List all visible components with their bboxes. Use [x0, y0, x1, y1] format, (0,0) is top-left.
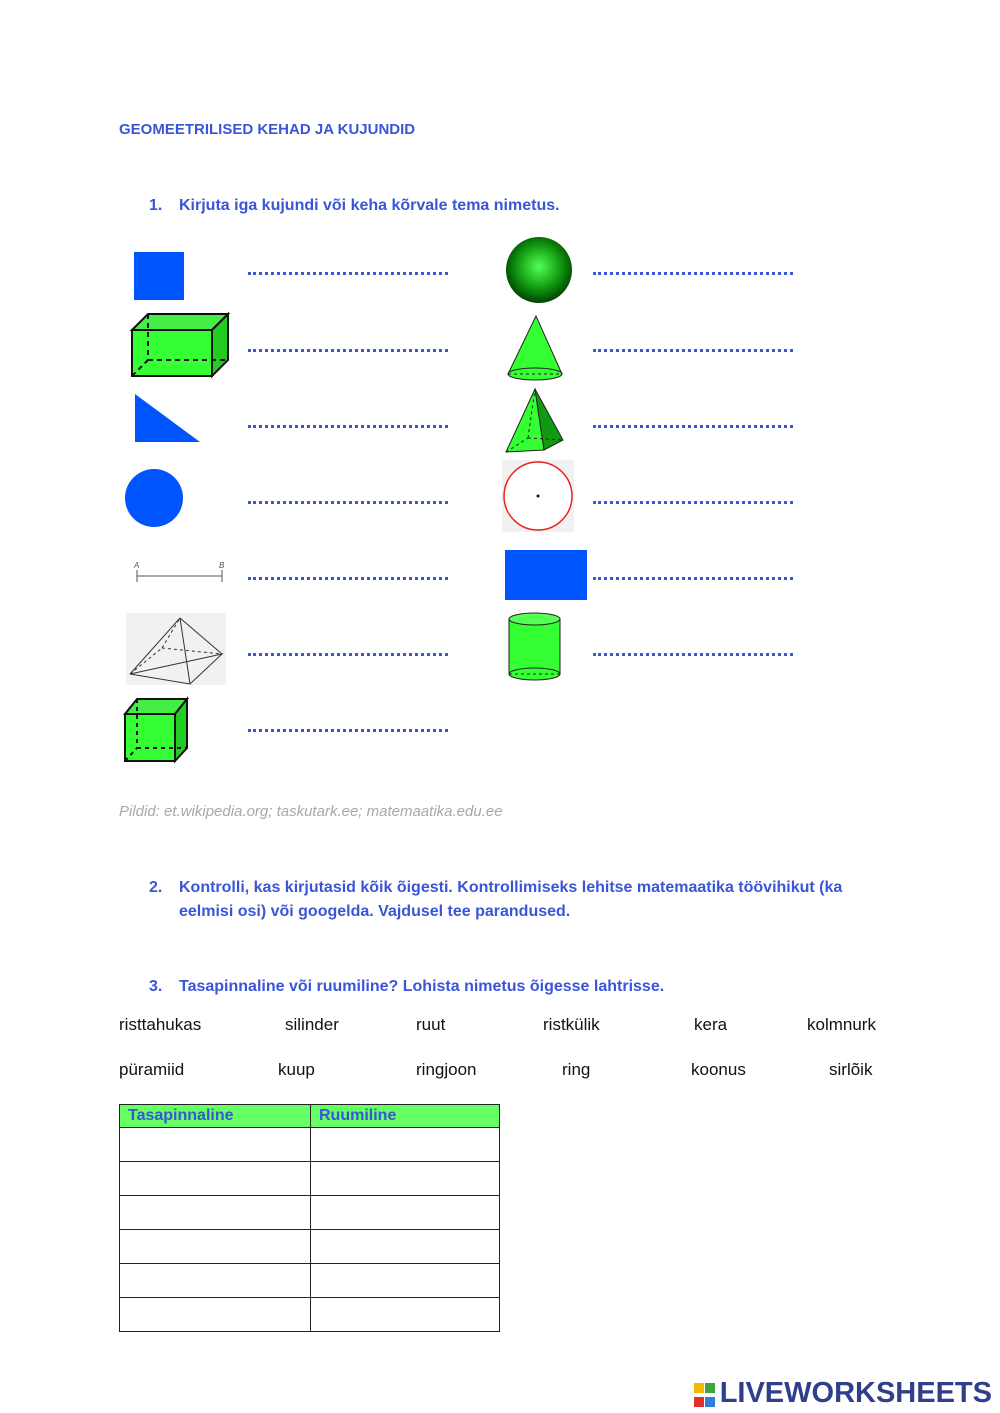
answer-line-11[interactable] [593, 501, 793, 504]
task-1 [149, 194, 849, 218]
column-header-tasapinnaline: Tasapinnaline [120, 1105, 311, 1128]
table-row [120, 1264, 500, 1298]
answer-line-9[interactable] [593, 349, 793, 352]
drag-word-kuup[interactable]: kuup [278, 1060, 315, 1079]
task-3-number: 3. [149, 978, 163, 995]
cylinder-shape [509, 613, 560, 680]
drop-cell[interactable] [120, 1196, 311, 1230]
segment-label-b: B [219, 561, 225, 570]
right-shapes [498, 234, 598, 689]
cube-shape [125, 699, 187, 761]
drop-cell[interactable] [311, 1162, 500, 1196]
drop-cell[interactable] [311, 1298, 500, 1332]
drag-word-ring[interactable]: ring [562, 1060, 591, 1079]
table-row [120, 1196, 500, 1230]
drop-cell[interactable] [311, 1196, 500, 1230]
column-header-ruumiline: Ruumiline [311, 1105, 500, 1128]
left-shapes [120, 244, 230, 769]
answer-line-8[interactable] [593, 272, 793, 275]
answer-table [119, 1104, 500, 1332]
table-row [120, 1162, 500, 1196]
drag-word-kera[interactable]: kera [694, 1015, 728, 1034]
drag-word-ringjoon[interactable]: ringjoon [416, 1060, 477, 1079]
drag-word-kolmnurk[interactable]: kolmnurk [807, 1015, 876, 1034]
cone-shape [508, 316, 562, 380]
drag-word-ristkulik[interactable]: ristkülik [543, 1015, 600, 1034]
drop-cell[interactable] [120, 1162, 311, 1196]
answer-line-7[interactable] [248, 729, 448, 732]
task-3-text: Tasapinnaline või ruumiline? Lohista nimetus õigesse lahtrisse. [179, 978, 665, 995]
answer-line-13[interactable] [593, 653, 793, 656]
image-credit: Pildid: et.wikipedia.org; taskutark.ee; matemaatika.edu.ee [119, 803, 503, 820]
answer-line-12[interactable] [593, 577, 793, 580]
answer-line-6[interactable] [248, 653, 448, 656]
circle-shape [125, 469, 183, 527]
cuboid-shape [132, 314, 228, 376]
answer-line-10[interactable] [593, 425, 793, 428]
sphere-shape [506, 237, 572, 303]
task-3 [149, 975, 849, 999]
table-row [120, 1230, 500, 1264]
task-2 [149, 876, 909, 926]
table-row [120, 1128, 500, 1162]
task-1-number: 1. [149, 197, 163, 214]
answer-line-3[interactable] [248, 425, 448, 428]
task-2-number: 2. [149, 879, 163, 896]
drag-word-risttahukas[interactable]: risttahukas [119, 1015, 202, 1034]
answer-line-1[interactable] [248, 272, 448, 275]
circle-outline-shape [502, 460, 574, 532]
task-2-text-line1: Kontrolli, kas kirjutasid kõik õigesti. Kontrollimiseks lehitse matemaatika töövihikut (ka [179, 879, 843, 896]
right-triangle-shape [135, 394, 200, 442]
pyramid-shape [506, 389, 563, 452]
answer-line-4[interactable] [248, 501, 448, 504]
page-title: GEOMEETRILISED KEHAD JA KUJUNDID [119, 121, 416, 138]
table-row [120, 1298, 500, 1332]
square-shape [134, 252, 184, 300]
drop-cell[interactable] [120, 1230, 311, 1264]
drop-cell[interactable] [311, 1230, 500, 1264]
wireframe-pyramid-shape [126, 613, 226, 685]
rectangle-shape [505, 550, 587, 600]
line-segment-shape [137, 570, 222, 582]
logo-text: LIVEWORKSHEETS [719, 1377, 992, 1409]
task-1-text: Kirjuta iga kujundi või keha kõrvale tema nimetus. [179, 197, 560, 214]
liveworksheets-logo [694, 1377, 992, 1410]
task-2-text-line2: eelmisi osi) või googelda. Vajdusel tee parandused. [179, 903, 571, 920]
drop-cell[interactable] [311, 1128, 500, 1162]
drag-word-sirloik[interactable]: sirlõik [829, 1060, 873, 1079]
drag-word-ruut[interactable]: ruut [416, 1015, 446, 1034]
logo-badge-icon [694, 1380, 718, 1408]
answer-line-5[interactable] [248, 577, 448, 580]
drop-cell[interactable] [120, 1264, 311, 1298]
drag-word-silinder[interactable]: silinder [285, 1015, 339, 1034]
table-header-row [120, 1105, 500, 1128]
drag-word-puramiid[interactable]: püramiid [119, 1060, 185, 1079]
drop-cell[interactable] [120, 1298, 311, 1332]
drag-word-koonus[interactable]: koonus [691, 1060, 746, 1079]
drop-cell[interactable] [120, 1128, 311, 1162]
drop-cell[interactable] [311, 1264, 500, 1298]
segment-label-a: A [134, 561, 140, 570]
answer-line-2[interactable] [248, 349, 448, 352]
